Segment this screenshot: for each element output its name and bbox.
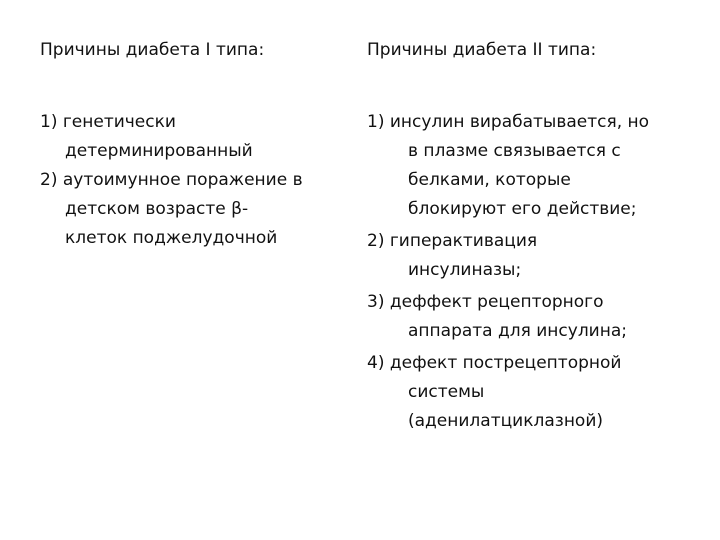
right-heading: Причины диабета II типа: [367,40,597,60]
list-item-line: системы [408,382,485,402]
list-item-line: аппарата для инсулина; [408,321,627,341]
list-item-line: белками, которые [408,170,571,190]
list-item-line: 2) аутоимунное поражение в [40,170,303,190]
list-item [367,349,649,436]
list-item-line: инсулиназы; [408,260,522,280]
list-item-line: блокируют его действие; [408,199,637,219]
left-heading: Причины диабета I типа: [40,40,265,60]
list-item-line: (аденилатциклазной) [408,411,604,431]
list-item [367,227,649,285]
list-item-line: 3) деффект рецепторного [367,292,604,312]
list-item-line: 2) гиперактивация [367,231,538,251]
list-item [40,166,303,253]
list-item [367,108,649,224]
list-item-line: 4) дефект пострецепторной [367,353,622,373]
list-item-line: 1) генетически [40,112,176,132]
list-item-line: детском возрасте β- [65,199,249,219]
list-item-line: 1) инсулин вирабатывается, но [367,112,650,132]
list-item-line: в плазме связывается с [408,141,621,161]
list-item-line: клеток поджелудочной [65,228,278,248]
right-cause-list [367,108,649,436]
list-item [40,108,303,166]
left-cause-list [40,108,303,253]
list-item [367,288,649,346]
list-item-line: детерминированный [65,141,253,161]
